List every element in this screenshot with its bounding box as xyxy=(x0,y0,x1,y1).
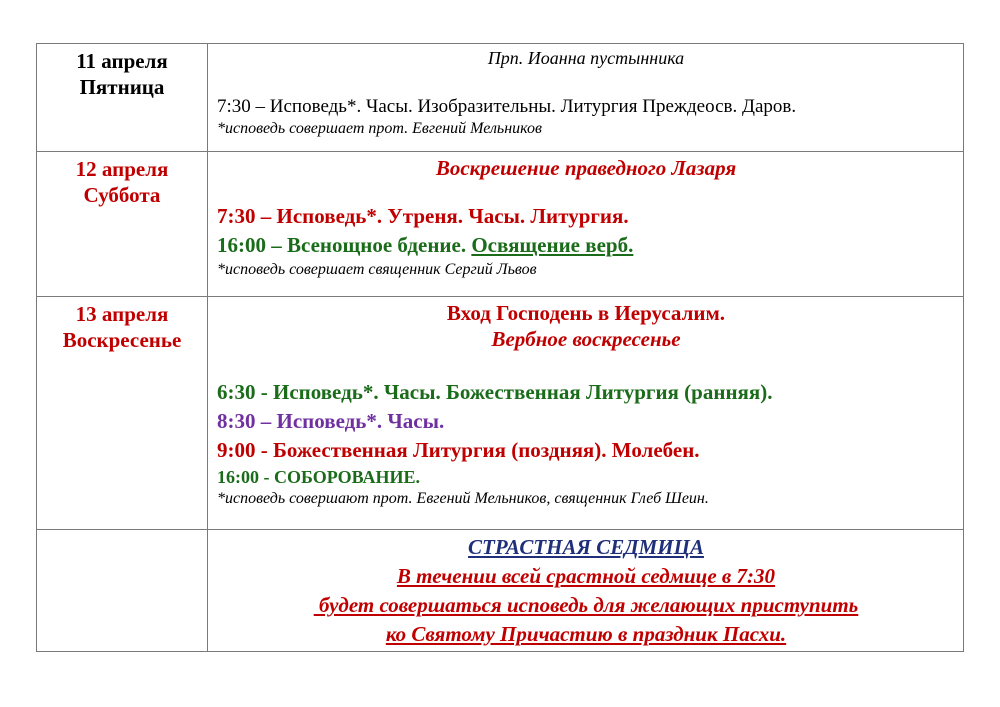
schedule-row-april-11 xyxy=(37,44,964,152)
services-cell xyxy=(208,152,964,297)
service-line: 16:00 - СОБОРОВАНИЕ. xyxy=(217,467,421,487)
day-date: 13 апреля xyxy=(75,302,169,326)
services-cell xyxy=(208,44,964,152)
confession-note: *исповедь совершает прот. Евгений Мельников xyxy=(217,120,542,137)
feast-subtitle: Вербное воскресенье xyxy=(491,327,681,351)
day-date: 12 апреля xyxy=(75,157,169,181)
passion-week-title: СТРАСТНАЯ СЕДМИЦА xyxy=(468,535,704,559)
day-cell-empty xyxy=(37,530,208,652)
services-cell xyxy=(208,297,964,530)
confession-note: *исповедь совершает священник Сергий Львов xyxy=(217,261,537,278)
service-text: 16:00 – Всенощное бдение. xyxy=(217,233,472,257)
service-line: 7:30 – Исповедь*. Часы. Изобразительны. Литургия Преждеосв. Даров. xyxy=(217,96,797,117)
day-cell xyxy=(37,44,208,152)
service-line: 9:00 - Божественная Литургия (поздняя). Молебен. xyxy=(217,438,700,462)
schedule-row-april-13 xyxy=(37,297,964,530)
confession-note: *исповедь совершают прот. Евгений Мельников, священник Глеб Шеин. xyxy=(217,490,709,507)
passion-week-cell xyxy=(208,530,964,652)
service-line: 8:30 – Исповедь*. Часы. xyxy=(217,409,445,433)
day-cell xyxy=(37,297,208,530)
service-text-underlined: Освящение верб. xyxy=(471,233,634,257)
day-weekday: Суббота xyxy=(83,183,161,207)
day-cell xyxy=(37,152,208,297)
service-line: 6:30 - Исповедь*. Часы. Божественная Литургия (ранняя). xyxy=(217,380,773,404)
feast-title: Прп. Иоанна пустынника xyxy=(487,48,685,68)
schedule-row-passion-week xyxy=(37,530,964,652)
day-date: 11 апреля xyxy=(76,49,168,73)
feast-title: Вход Господень в Иерусалим. xyxy=(446,301,726,325)
schedule-table xyxy=(36,43,964,652)
passion-week-text: будет совершаться исповедь для желающих приступить xyxy=(313,593,859,617)
service-line xyxy=(217,231,955,260)
schedule-row-april-12 xyxy=(37,152,964,297)
day-weekday: Пятница xyxy=(79,75,165,99)
feast-title: Воскрешение праведного Лазаря xyxy=(435,156,737,180)
day-weekday: Воскресенье xyxy=(62,328,182,352)
service-line: 7:30 – Исповедь*. Утреня. Часы. Литургия. xyxy=(217,204,629,228)
passion-week-text: В течении всей срастной седмице в 7:30 xyxy=(396,564,776,588)
passion-week-text: ко Святому Причастию в праздник Пасхи. xyxy=(385,622,787,646)
